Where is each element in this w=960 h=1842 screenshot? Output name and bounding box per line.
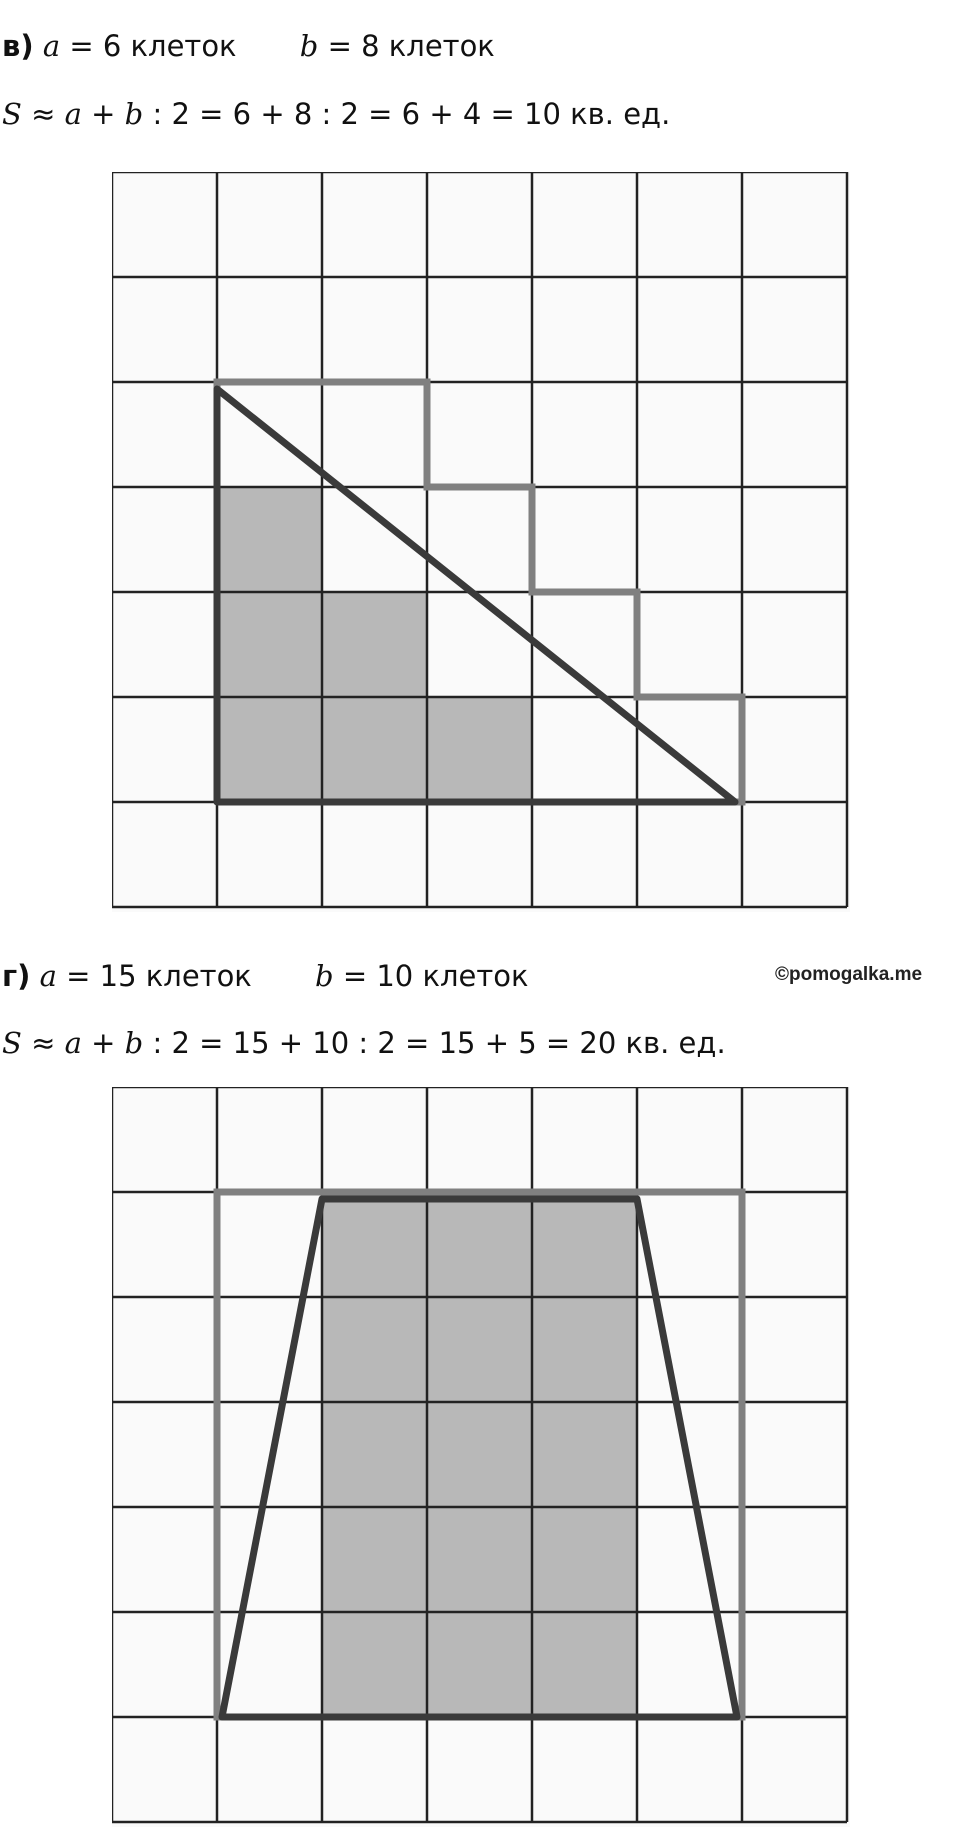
- part-v-a-var: a: [42, 29, 61, 63]
- part-g-b-text: = 10 клеток: [342, 959, 529, 993]
- part-g-formula: [2, 1025, 726, 1061]
- part-g-formula-s: S: [2, 1026, 22, 1060]
- part-v-figure: [112, 172, 850, 912]
- part-v-label: в): [2, 29, 34, 63]
- part-v-formula-plus: +: [91, 97, 116, 131]
- part-v-formula-a: a: [64, 97, 82, 131]
- part-v-a-text: = 6 клеток: [69, 29, 237, 63]
- part-v-formula-rest: : 2 = 6 + 8 : 2 = 6 + 4 = 10 кв. ед.: [152, 97, 671, 131]
- part-g-label: г): [2, 959, 31, 993]
- part-g-formula-rest: : 2 = 15 + 10 : 2 = 15 + 5 = 20 кв. ед.: [152, 1026, 726, 1060]
- part-v-counts: [2, 28, 495, 64]
- part-g-formula-a: a: [64, 1026, 82, 1060]
- part-v-b-var: b: [299, 29, 319, 63]
- part-g-formula-plus: +: [91, 1026, 116, 1060]
- part-g-a-var: a: [39, 959, 57, 993]
- part-g-b-var: b: [315, 959, 334, 993]
- part-v-b-text: = 8 клеток: [327, 29, 495, 63]
- part-g-figure: [112, 1087, 850, 1827]
- part-g-formula-approx: ≈: [31, 1026, 56, 1060]
- watermark: ©pomogalka.me: [775, 964, 923, 985]
- part-v-formula-approx: ≈: [31, 97, 56, 131]
- part-g-a-text: = 15 клеток: [66, 959, 252, 993]
- part-v-formula: [2, 96, 670, 132]
- part-v-formula-b: b: [124, 97, 144, 131]
- part-g-shaded-cells: [322, 1192, 637, 1717]
- part-g-counts: [2, 958, 529, 994]
- part-g-formula-b: b: [124, 1026, 144, 1060]
- part-v-formula-s: S: [2, 97, 22, 131]
